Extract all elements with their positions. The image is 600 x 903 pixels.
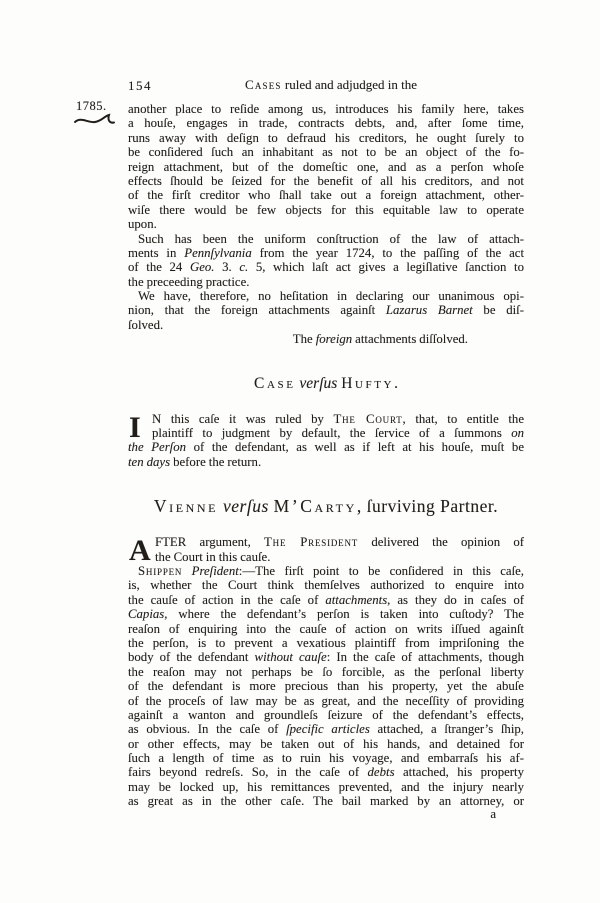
text-line [128, 275, 524, 289]
text-run: the cauſe of action in the caſe of [128, 592, 326, 607]
italic-text: Pennſylvania [184, 245, 252, 260]
document-content [128, 102, 524, 821]
text-run: or other effects, may be taken out of his hands, and detained for [128, 736, 524, 751]
text-line [128, 607, 524, 621]
text-line [128, 636, 524, 650]
text-run: , that, to entitle the [402, 411, 524, 426]
case-disposition [128, 332, 524, 346]
text-run: . [394, 374, 398, 392]
page-number: 154 [128, 78, 152, 93]
text-line [128, 708, 524, 722]
text-line [128, 440, 524, 454]
text-line [128, 131, 524, 145]
catchword [128, 807, 524, 821]
text-line [128, 535, 524, 549]
italic-text: Geo. [189, 260, 215, 275]
text-line [128, 174, 524, 188]
text-run: of the firſt creditor who ſhall take out a foreign attachment, other- [128, 188, 524, 203]
text-line [128, 694, 524, 708]
text-run: :—The firſt point to be conſidered in this caſe, [238, 563, 525, 578]
text-run: effects ſhould be ſeized for the benefit of all his creditors, and not [128, 173, 524, 188]
text-run: as great as in the other caſe. The bail marked by an attorney, or [128, 794, 524, 809]
text-line [128, 412, 524, 426]
smallcaps-text: Vienne [153, 496, 219, 517]
text-line [128, 102, 524, 116]
running-title [128, 77, 524, 93]
text-line [128, 145, 524, 159]
smallcaps-text: The Court [333, 411, 403, 426]
text-line [128, 318, 524, 332]
italic-text: foreign [315, 332, 353, 347]
text-run: upon. [128, 217, 157, 232]
text-run: , as they do in caſes of [387, 592, 524, 607]
text-run: N this caſe it was ruled by [152, 411, 334, 426]
text-run: runs away with deſign to defraud his creditors, he ought ſurely to [128, 130, 524, 145]
text-run: We have, therefore, no heſitation in declaring our unanimous opi- [138, 289, 524, 304]
text-line [128, 217, 524, 231]
text-line [128, 232, 524, 246]
text-run: attachments diſſolved. [352, 332, 468, 347]
margin-year-note: 1785. [76, 99, 107, 113]
paragraph [128, 534, 524, 568]
text-run: the reaſon may not perhaps be ſo forcible, as the perſonal liberty [128, 664, 524, 679]
text-run: as obvious. In the caſe of [128, 722, 287, 737]
text-run: The [292, 332, 316, 347]
text-line [128, 260, 524, 274]
italic-text: c. [239, 260, 249, 275]
text-line [128, 188, 524, 202]
smallcaps-text: The President [264, 535, 359, 550]
text-line [128, 564, 524, 578]
text-run: : In the caſe of attachments, though [326, 650, 524, 665]
text-run: nion, that the foreign attachments againſt [128, 303, 386, 318]
text-run: againſt a wanton and groundleſs ſeizure of the defendant’s effects, [128, 707, 524, 722]
italic-text: ſpecific articles [286, 722, 370, 737]
text-run: plaintiff to judgment by default, the ſervice of a ſummons [152, 426, 512, 441]
text-run: , where the defendant’s perſon is taken into cuſtody? The [164, 607, 524, 622]
text-run: the Court in this cauſe. [155, 549, 271, 564]
text-run: of the defendant, as well as if left at his houſe, muſt be [186, 440, 524, 455]
text-run: reaſon of enquiring into the cauſe of action on writs iſſued againſt [128, 621, 524, 636]
dropcap-letter: I [129, 410, 141, 444]
text-run [182, 564, 191, 578]
text-run: fairs beyond redreſs. So, in the caſe of [128, 765, 368, 780]
text-run: a [490, 806, 496, 821]
text-run: before the return. [170, 454, 262, 469]
text-line [128, 246, 524, 260]
text-run: wiſe there would be few objects for this equitable law to operate [128, 202, 524, 217]
smallcaps-text: M’Carty [273, 496, 357, 517]
italic-text: without cauſe [254, 650, 327, 665]
text-run: ſuch a length of time as to ruin his voyage, and embarraſs his af- [128, 751, 524, 766]
text-line [128, 751, 524, 765]
text-run: reign attachment, but of the domeſtic one, and as a perſon whoſe [128, 159, 524, 174]
text-run: be diſ- [472, 303, 524, 318]
text-line [128, 203, 524, 217]
italic-text: on [511, 426, 524, 441]
text-run: body of the defendant [128, 650, 255, 665]
page-header [128, 77, 524, 94]
text-run: may be locked up, his remittances prevented, and the injury nearly [128, 779, 524, 794]
text-run: 5, which laſt act gives a legiſlative ſanction to [248, 260, 524, 275]
italic-text: Lazarus Barnet [385, 303, 473, 318]
text-run: delivered the opinion of [358, 535, 524, 550]
text-run: from the year 1724, to the paſſing of the act [251, 245, 524, 260]
text-line [128, 455, 524, 469]
italic-text: verſus [299, 374, 338, 392]
text-run: is, whether the Court think themſelves authorized to enquire into [128, 578, 524, 593]
text-line [128, 780, 524, 794]
text-line [128, 550, 524, 564]
paragraph [128, 564, 524, 809]
text-line [128, 665, 524, 679]
text-line [128, 426, 524, 440]
running-title-smallcaps: Cases [244, 77, 282, 92]
text-run: Such has been the uniform conſtruction of the law of attach- [138, 231, 524, 246]
text-run: be conſidered ſuch an inhabitant as not to be an object of the fo- [128, 145, 524, 160]
text-line [128, 650, 524, 664]
text-run: the perſon, is to prevent a vexatious plaintiff from impriſoning the [128, 635, 524, 650]
running-title-rest: ruled and adjudged in the [281, 77, 418, 92]
text-line [128, 737, 524, 751]
text-run: of the proceſs of law may be as great, and the neceſſity of providing [128, 693, 524, 708]
text-run: , ſurviving Partner. [356, 496, 499, 517]
text-line [128, 765, 524, 779]
margin-flourish-icon [73, 112, 119, 130]
italic-text: Preſident [191, 563, 239, 578]
text-line [128, 622, 524, 636]
smallcaps-text: Case [254, 374, 296, 392]
text-run: attached, his property [394, 765, 524, 780]
text-run: 3. [214, 260, 240, 275]
text-line [128, 289, 524, 303]
text-line [128, 303, 524, 317]
section-heading [128, 495, 524, 518]
text-run: of the defendant is more precious than his property, yet the abuſe [128, 679, 524, 694]
section-heading [128, 373, 524, 394]
text-run: a houſe, engages in trade, contracts debts, and, after ſome time, [128, 116, 524, 131]
text-line [128, 794, 524, 808]
text-line [128, 116, 524, 130]
smallcaps-text: Hufty [341, 374, 395, 392]
italic-text: Capias [128, 607, 165, 622]
text-run: another place to reſide among us, introduces his family here, takes [128, 102, 524, 116]
italic-text: debts [367, 765, 395, 780]
text-run: FTER argument, [155, 535, 265, 550]
dropcap-letter: A [129, 534, 151, 568]
text-line [128, 722, 524, 736]
italic-text: verſus [223, 496, 269, 517]
text-run: ſolved. [128, 317, 164, 332]
italic-text: the Perſon [128, 440, 187, 455]
smallcaps-text: Shippen [138, 563, 183, 578]
text-run: attached, a ſtranger’s ſhip, [369, 722, 524, 737]
italic-text: ten days [128, 454, 171, 469]
paragraph [128, 289, 524, 332]
text-run: ments in [128, 245, 185, 260]
text-line [128, 679, 524, 693]
italic-text: attachments [325, 592, 388, 607]
text-run: the preceeding practice. [128, 274, 250, 289]
paragraph [128, 412, 524, 470]
text-line [128, 593, 524, 607]
text-run: of the 24 [128, 260, 190, 275]
paragraph [128, 102, 524, 232]
text-line [128, 160, 524, 174]
text-line [128, 578, 524, 592]
paragraph [128, 232, 524, 290]
